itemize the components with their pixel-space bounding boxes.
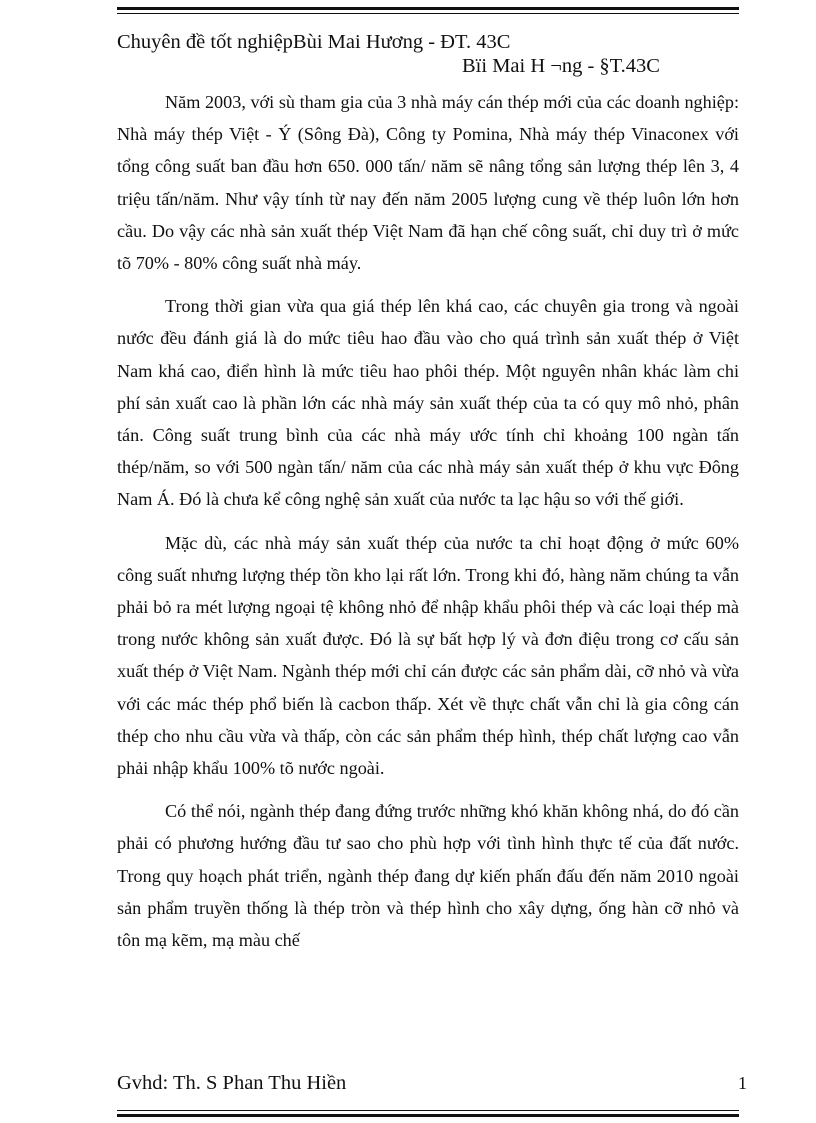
body-text	[117, 86, 739, 967]
page-number: 1	[738, 1073, 747, 1093]
running-header-title: Chuyên đề tốt nghiệpBùi Mai Hương - ĐT. 43C	[117, 31, 511, 53]
footer-rule-thick	[117, 1114, 739, 1117]
footer-rule	[117, 1110, 739, 1117]
paragraph-1: Năm 2003, với sù tham gia của 3 nhà máy cán thép mới của các doanh nghiệp: Nhà máy thép Việt - Ý (Sông Đà), Công ty Pomina, Nhà máy thép Vinaconex với tổng công suất ban đầu hơn 650. 000 tấn/ năm sẽ nâng tổng sản lượng thép lên 3, 4 triệu tấn/năm. Như vậy tính từ nay đến năm 2005 lượng cung về thép luôn lớn hơn cầu. Do vậy các nhà sản xuất thép Việt Nam đã hạn chế công suất, chỉ duy trì ở mức tõ 70% - 80% công suất nhà máy.	[117, 92, 739, 274]
footer-rule-thin	[117, 1110, 739, 1111]
paragraph-4: Có thể nói, ngành thép đang đứng trước những khó khăn không nhá, do đó cần phải có phương hướng đầu tư sao cho phù hợp với tình hình thực tế của đất nước. Trong quy hoạch phát triển, ngành thép đang dự kiến phấn đấu đến năm 2010 ngoài sản phẩm truyền thống là thép tròn và thép hình cho xây dựng, ống hàn cỡ nhỏ và tôn mạ kẽm, mạ màu chế	[117, 801, 739, 951]
header-rule-thin	[117, 13, 739, 14]
running-header-author-legacy: Bïi Mai H ¬ng - §T.43C	[462, 55, 660, 77]
header-rule	[117, 7, 739, 14]
paragraph-3: Mặc dù, các nhà máy sản xuất thép của nước ta chỉ hoạt động ở mức 60% công suất nhưng lượng thép tồn kho lại rất lớn. Trong khi đó, hàng năm chúng ta vẫn phải bỏ ra mét lượng ngoại tệ không nhỏ để nhập khẩu phôi thép và các loại thép mà trong nước không sản xuất được. Đó là sự bất hợp lý và đơn điệu trong cơ cấu sản xuất thép ở Việt Nam. Ngành thép mới chỉ cán được các sản phẩm dài, cỡ nhỏ và vừa với các mác thép phổ biến là cacbon thấp. Xét về thực chất vẫn chỉ là gia công cán thép cho nhu cầu vừa và thấp, còn các sản phẩm thép hình, thép chất lượng cao vẫn phải nhập khẩu 100% tõ nước ngoài.	[117, 532, 739, 779]
header-rule-thick	[117, 7, 739, 10]
paragraph-2: Trong thời gian vừa qua giá thép lên khá cao, các chuyên gia trong và ngoài nước đều đánh giá là do mức tiêu hao đầu vào cho quá trình sản xuất thép ở Việt Nam khá cao, điển hình là mức tiêu hao phôi thép. Một nguyên nhân khác làm chi phí sản xuất cao là phần lớn các nhà máy sản xuất thép của ta có quy mô nhỏ, phân tán. Công suất trung bình của các nhà máy ước tính chỉ khoảng 100 ngàn tấn thép/năm, so với 500 ngàn tấn/ năm của các nhà máy sản xuất thép ở khu vực Đông Nam Á. Đó là chưa kể công nghệ sản xuất của nước ta lạc hậu so với thế giới.	[117, 296, 739, 510]
footer-supervisor: Gvhd: Th. S Phan Thu Hiền	[117, 1072, 347, 1094]
